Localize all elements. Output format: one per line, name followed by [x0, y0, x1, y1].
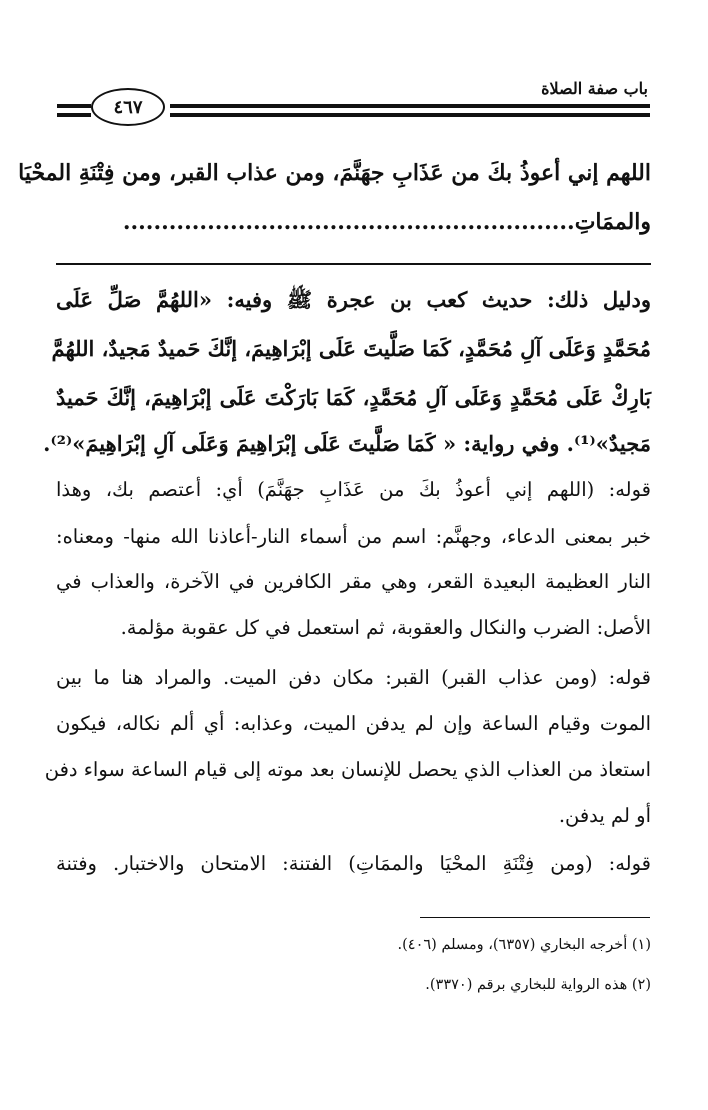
paragraph-3-line-1: قوله: (ومن عذاب القبر) القبر: مكان دفن الميت. والمراد هنا ما بين [56, 666, 651, 689]
paragraph-3-line-3: استعاذ من العذاب الذي يحصل للإنسان بعد موته إلى قيام الساعة سواء دفن [44, 758, 651, 781]
footnote-divider [420, 917, 650, 918]
header-rule-left [57, 104, 91, 108]
paragraph-3-line-2: الموت وقيام الساعة وإن لم يدفن الميت، وعذابه: أي ألم نكاله، فيكون [56, 712, 651, 735]
section-divider [56, 263, 651, 265]
paragraph-3-line-4: أو لم يدفن. [558, 804, 651, 827]
page-number-badge [91, 88, 165, 126]
paragraph-4-line-1: قوله: (ومن فِتْنَةِ المحْيَا والممَاتِ) الفتنة: الامتحان والاختبار. وفتنة [56, 852, 651, 875]
paragraph-1-line-4: مَجيدٌ»⁽¹⁾. وفي رواية: « كَمَا صَلَّيتَ عَلَى إبْرَاهِيمَ وَعَلَى آلِ إبْرَاهِيمَ»⁽²⁾. [43, 431, 651, 456]
quote-line-1: اللهم إني أعوذُ بكَ من عَذَابِ جهَنَّمَ، ومن عذاب القبر، ومن فِتْنَةِ المحْيَا [18, 160, 651, 186]
paragraph-1-line-3: بَارِكْ عَلَى مُحَمَّدٍ وَعَلَى آلِ مُحَمَّدٍ، كَمَا بَارَكْتَ عَلَى إبْرَاهِيمَ، إنَّكَ حَميدٌ [56, 385, 651, 410]
quote-line-2: والممَاتِ........................................................... [122, 209, 651, 235]
footnote-1: (١) أخرجه البخاري (٦٣٥٧)، ومسلم (٤٠٦). [397, 937, 651, 953]
page-number: ٤٦٧ [113, 96, 143, 118]
paragraph-2-line-4: الأصل: الضرب والنكال والعقوبة، ثم استعمل في كل عقوبة مؤلمة. [120, 616, 651, 639]
footnote-2: (٢) هذه الرواية للبخاري برقم (٣٣٧٠). [425, 977, 651, 993]
paragraph-1-line-2: مُحَمَّدٍ وَعَلَى آلِ مُحَمَّدٍ، كَمَا صَلَّيتَ عَلَى إبْرَاهِيمَ، إنَّكَ حَميدٌ مَجيدٌ، اللهُمَّ [51, 336, 651, 361]
paragraph-1-line-1: ودليل ذلك: حديث كعب بن عجرة ﷺ وفيه: «اللهُمَّ صَلِّ عَلَى [56, 287, 651, 312]
paragraph-2-line-2: خبر بمعنى الدعاء، وجهنَّم: اسم من أسماء النار-أعاذنا الله منها- ومعناه: [56, 525, 651, 548]
header-rule [170, 104, 650, 108]
paragraph-2-line-1: قوله: (اللهم إني أعوذُ بكَ من عَذَابِ جهَنَّمَ) أي: أعتصم بك، وهذا [56, 478, 651, 501]
paragraph-2-line-3: النار العظيمة البعيدة القعر، وهي مقر الكافرين في الآخرة، والعذاب في [56, 570, 651, 593]
chapter-title: باب صفة الصلاة [541, 79, 648, 98]
